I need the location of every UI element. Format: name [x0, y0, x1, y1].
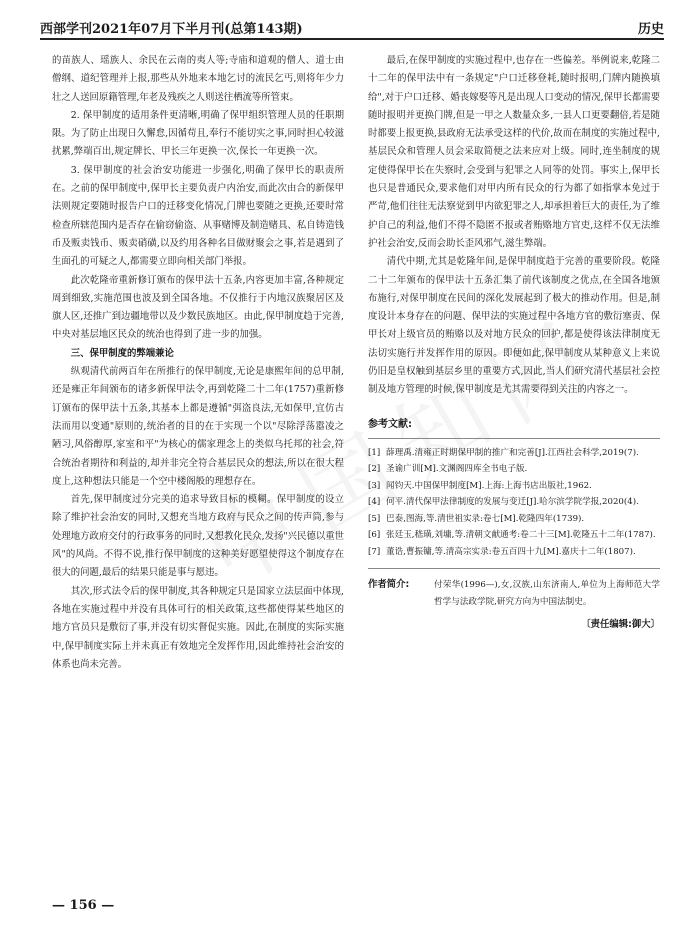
references-list	[368, 438, 660, 570]
body-paragraph: 最后,在保甲制度的实施过程中,也存在一些偏差。举例说来,乾隆二十二年的保甲法中有一条规定"户口迁移登耗,随时报明,门牌内随换填给",对于户口迁移、婚丧嫁娶等凡是出现人口变动的情况,保甲长都需要随时报明并更换门牌,但是一甲之人数量众多,一县人口更要翻倍,若是随时都要上报更换,县政府无法承受这样的代价,故而在制度的实施过程中,基层民众和管理人员会采取简便之法来应对上级。同时,连坐制度的规定使得保甲长在失察时,会受到与犯罪之人同等的处罚。事实上,保甲长也只是普通民众,要求他们对甲内所有民众的行为都了如指掌本免过于严苛,他们往往无法察觉到甲内欲犯罪之人,却承担着巨大的责任,为了维护自己的利益,他们不得不隐匿不报或者贿赂地方官吏,这样不仅无法维护社会治安,反而会助长歪风邪气,滋生弊端。	[368, 55, 660, 249]
body-paragraph: 首先,保甲制度过分完美的追求导致目标的模糊。保甲制度的设立除了维护社会治安的同时,又想充当地方政府与民众之间的传声筒,参与处理地方政府交付的行政事务的同时,又想教化民众,发扬"兴民德以重世风"的风尚。不得不说,推行保甲制度的这种美好愿望使得这个制度存在很大的问题,最后的结果只能是事与愿违。	[52, 494, 344, 579]
section-heading: 三、保甲制度的弊端兼论	[70, 347, 174, 359]
body-paragraph: 纵观清代前两百年在所推行的保甲制度,无论是康熙年间的总甲制,还是雍正年间颁布的诸多新保甲法令,再到乾隆二十二年(1757)重新修订颁布的保甲法十五条,其基本上都是遵循"弭盗良法,无如保甲,宜仿古法而用以变通"原则的,统治者的目的在于实现一个以"尽除浮荡嚣凌之陋习,风俗醇厚,家室和平"为核心的儒家理念上的类似乌托邦的社会,符合统治者期待和利益的,却并非完全符合基层民众的想法,所以在很大程度上,这种想法只能是一个空中楼阁般的理想存在。	[52, 366, 344, 487]
reference-text: 董诰,曹振镛,等.清高宗实录:卷五百四十九[M].嘉庆十二年(1807).	[386, 546, 636, 557]
author-bio-text: 付荣华(1996—),女,汉族,山东济南人,单位为上海师范大学哲学与法政学院,研究方向为中国法制史。	[434, 580, 660, 607]
reference-number: [3]	[368, 480, 381, 491]
reference-text: 何平.清代保甲法律制度的发展与变迁[J].哈尔滨学院学报,2020(4).	[386, 497, 639, 508]
author-bio-label: 作者简介:	[368, 579, 410, 591]
left-column	[52, 52, 344, 674]
body-paragraph: 清代中期,尤其是乾隆年间,是保甲制度趋于完善的重要阶段。乾隆二十二年颁布的保甲法十五条汇集了前代该制度之优点,在全国各地颁布施行,对保甲制度在民间的深化发展起到了极大的推动作用。但是,制度设计本身存在的问题、保甲法的实施过程中各地方官的敷衍塞责、保甲长对上级官员的贿赂以及对地方民众的回护,都是使得该法律制度无法切实施行并发挥作用的原因。即便如此,保甲制度从某种意义上来说仍旧是皇权触到基层乡里的重要方式,因此,当人们研究清代基层社会控制及地方管理的时候,保甲制度是尤其需要得到关注的内容之一。	[368, 256, 660, 396]
reference-number: [7]	[368, 546, 381, 557]
editor-credit: 〔责任编辑:御大〕	[581, 619, 660, 631]
page-number: — 156 —	[52, 898, 115, 913]
reference-text: 巴泰,图海,等.清世祖实录:卷七[M].乾隆四年(1739).	[386, 513, 585, 524]
reference-number: [5]	[368, 513, 381, 524]
reference-number: [2]	[368, 464, 381, 475]
body-paragraph: 的苗族人、瑶族人、余民在云南的夷人等;寺庙和道观的僧人、道士由僧纲、道纪管理并上报,那些从外地来本地乞讨的流民乞丐,则将年少力壮之人送回原籍管理,年老及残疾之人则送往栖流等所管束。	[52, 55, 344, 103]
reference-item	[368, 511, 660, 528]
reference-text: 薛理禹.清雍正时期保甲制的推广和完善[J].江西社会科学,2019(7).	[386, 447, 639, 458]
reference-item	[368, 544, 660, 561]
body-paragraph: 3. 保甲制度的社会治安功能进一步强化,明确了保甲长的职责所在。之前的保甲制度中,保甲长主要负责户内治安,而此次由合的新保甲法则规定要随时报告户口的迁移变化情况,门牌也要随之更换,还要时常检查所辖范围内是否存在偷窃偷盗、从事赌博及制造赌具、私自铸造钱币及贩卖钱币、贩卖硝磺,以及约用各种名目做财聚会之事,若是遇到了生面孔的可疑之人,都需要立即向相关部门举报。	[52, 164, 344, 268]
header-rule	[40, 38, 664, 40]
reference-text: 闻钧天.中国保甲制度[M].上海:上海书店出版社,1962.	[386, 480, 592, 491]
right-column-body	[368, 52, 660, 400]
reference-item	[368, 478, 660, 495]
body-paragraph: 其次,形式法令后的保甲制度,其各种规定只是国家立法层面中体现,各地在实施过程中并没有具体可行的相关政策,这些都使得某些地区的地方官员只是敷衍了事,并没有切实督促实施。因此,在制度的实际实施中,保甲制度实际上并未真正有效地完全发挥作用,因此维持社会治安的体系也尚未完善。	[52, 585, 344, 670]
page-header	[40, 14, 664, 40]
reference-number: [6]	[368, 530, 381, 541]
reference-text: 圣谕广训[M].文渊阁四库全书电子版.	[386, 464, 528, 475]
reference-text: 张廷玉,嵇璜,刘墉,等.清朝文献通考:卷二十三[M].乾隆五十二年(1787).	[386, 530, 656, 541]
reference-item	[368, 445, 660, 462]
journal-title: 西部学刊2021年07月下半月刊(总第143期)	[40, 22, 303, 37]
section-label: 历史	[637, 22, 664, 37]
reference-number: [4]	[368, 497, 381, 508]
reference-item	[368, 494, 660, 511]
reference-item	[368, 461, 660, 478]
reference-number: [1]	[368, 447, 381, 458]
right-column	[368, 52, 660, 635]
references-title: 参考文献:	[368, 418, 412, 430]
reference-item	[368, 527, 660, 544]
body-paragraph: 此次乾隆帝重新修订颁布的保甲法十五条,内容更加丰富,各种规定周到细致,实施范围也波及到全国各地。不仅推行于内地汉族聚居区及旗人区,还推广到边疆地带以及少数民族地区。由此,保甲制度趋于完善,中央对基层地区民众的统治也得到了进一步的加强。	[52, 274, 344, 341]
body-paragraph: 2. 保甲制度的适用条件更清晰,明确了保甲组织管理人员的任职期限。为了防止出现日久懈怠,因循苟且,奉行不能切实之事,同时担心较滋扰累,弊端百出,规定牌长、甲长三年更换一次,保长一年更换一次。	[52, 109, 344, 158]
author-bio	[368, 577, 660, 610]
